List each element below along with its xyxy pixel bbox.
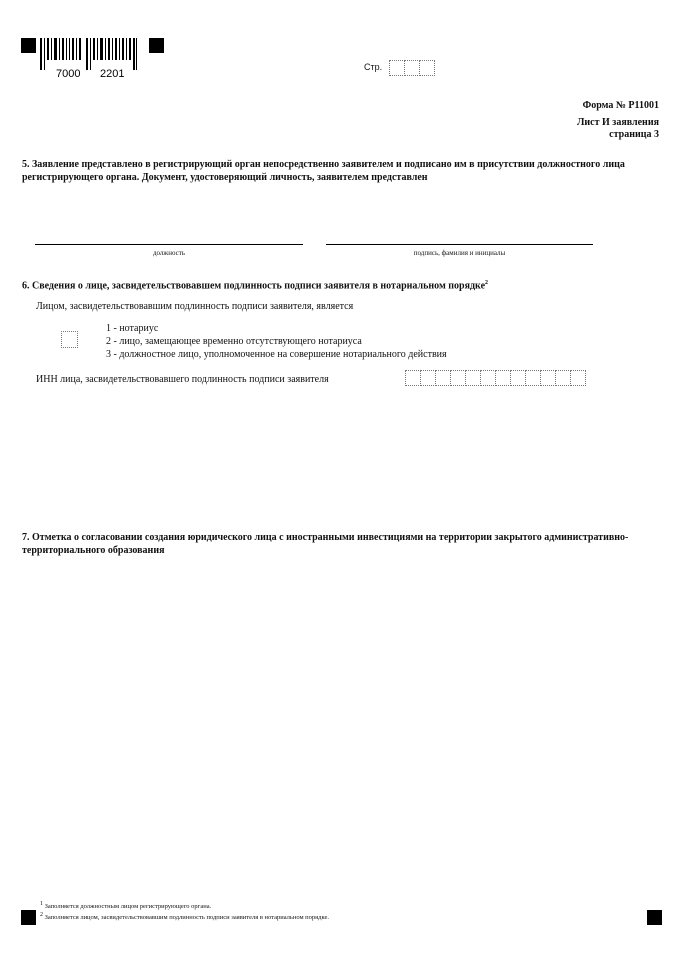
inn-digit-cell[interactable] xyxy=(495,370,511,386)
notary-intro: Лицом, засвидетельствовавшим подлинность подписи заявителя, является xyxy=(36,301,354,312)
signature-line[interactable] xyxy=(326,244,593,245)
inn-field[interactable] xyxy=(405,370,585,386)
signature-caption: подпись, фамилия и инициалы xyxy=(413,249,506,257)
footnote-1-mark: 1 xyxy=(40,901,43,907)
inn-digit-cell[interactable] xyxy=(405,370,421,386)
notary-type-field[interactable] xyxy=(61,331,77,348)
form-number: Форма № Р11001 xyxy=(582,100,659,111)
alignment-marker-top-left xyxy=(21,38,36,53)
alignment-marker-bottom-left xyxy=(21,910,36,925)
inn-label: ИНН лица, засвидетельствовавшего подлинность подписи заявителя xyxy=(36,374,329,385)
notary-option-3: 3 - должностное лицо, уполномоченное на совершение нотариального действия xyxy=(106,349,447,360)
page-number-cell[interactable] xyxy=(404,60,420,76)
inn-digit-cell[interactable] xyxy=(465,370,481,386)
barcode-right-digits: 2201 xyxy=(100,68,125,80)
inn-digit-cell[interactable] xyxy=(450,370,466,386)
alignment-marker-bottom-right xyxy=(647,910,662,925)
page-number-cells[interactable] xyxy=(389,60,434,76)
notary-option-1: 1 - нотариус xyxy=(106,323,159,334)
section-6-title-text: 6. Сведения о лице, засвидетельствовавшем подлинность подписи заявителя в нотариальном порядке xyxy=(22,280,486,292)
inn-digit-cell[interactable] xyxy=(420,370,436,386)
section-6-title xyxy=(22,277,662,292)
inn-digit-cell[interactable] xyxy=(435,370,451,386)
alignment-marker-top-right xyxy=(149,38,164,53)
footnote-2-text: Заполняется лицом, засвидетельствовавшим подлинность подписи заявителя в нотариальном порядке. xyxy=(44,914,329,922)
inn-digit-cell[interactable] xyxy=(525,370,541,386)
inn-digit-cell[interactable] xyxy=(570,370,586,386)
page-number-label: Стр. xyxy=(364,62,383,72)
page-number-cell[interactable] xyxy=(419,60,435,76)
barcode-icon xyxy=(40,38,138,70)
position-caption: должность xyxy=(152,249,186,257)
footnote-2-mark: 2 xyxy=(40,912,43,918)
section-6-footnote-ref: 2 xyxy=(485,280,489,286)
footnote-1 xyxy=(40,900,211,911)
section-5-title: 5. Заявление представлено в регистрирующий орган непосредственно заявителем и подписано им в присутствии должностного лица регистрирующего органа. Документ, удостоверяющий личность, заявителем представлен xyxy=(22,159,625,183)
inn-digit-cell[interactable] xyxy=(540,370,556,386)
inn-digit-cell[interactable] xyxy=(510,370,526,386)
inn-digit-cell[interactable] xyxy=(555,370,571,386)
footnote-2 xyxy=(40,911,329,922)
notary-type-cell[interactable] xyxy=(61,331,78,348)
notary-option-2: 2 - лицо, замещающее временно отсутствующего нотариуса xyxy=(106,336,362,347)
inn-digit-cell[interactable] xyxy=(480,370,496,386)
page-number-cell[interactable] xyxy=(389,60,405,76)
barcode-left-digits: 7000 xyxy=(56,68,81,80)
form-page: страница 3 xyxy=(609,129,659,140)
position-signature-line[interactable] xyxy=(35,244,303,245)
form-sheet: Лист И заявления xyxy=(576,117,659,128)
footnote-1-text: Заполняется должностным лицом регистрирующего органа. xyxy=(44,903,212,911)
section-7-title: 7. Отметка о согласовании создания юридического лица с иностранными инвестициями на территории закрытого административно-территориального образования xyxy=(22,532,629,556)
